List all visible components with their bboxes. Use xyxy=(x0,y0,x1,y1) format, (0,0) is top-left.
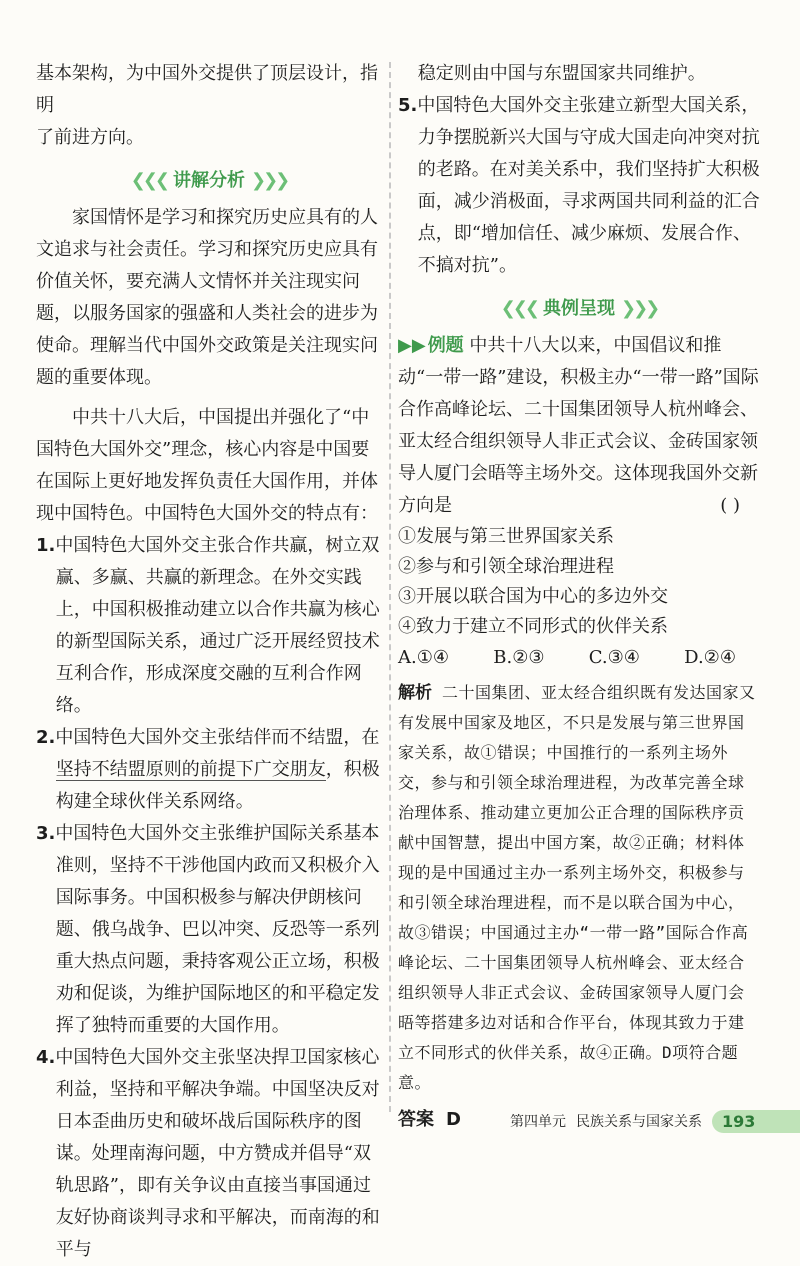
feature-item-1 xyxy=(36,530,382,722)
analysis-block xyxy=(398,678,760,1098)
answer-blank: ( ) xyxy=(720,495,740,516)
item-text-before: 中国特色大国外交主张结伴而不结盟，在 xyxy=(55,727,380,748)
item-text: 中国特色大国外交主张坚决捍卫国家核心利益，坚持和平解决争端。中国坚决反对日本歪曲历史和破坏战后国际秩序的图谋。处理南海问题，中方赞成并倡导“双轨思路”，即有关争议由直接当事国通过友好协商谈判寻求和平解决，而南海的和平与 xyxy=(55,1047,380,1260)
column-divider xyxy=(389,62,391,1112)
statement-option-4: ④致力于建立不同形式的伙伴关系 xyxy=(398,616,668,637)
paragraph-family-nation: 家国情怀是学习和探究历史应具有的人文追求与社会责任。学习和探究历史应具有价值关怀，要充满人文情怀并关注现实问题，以服务国家的强盛和人类社会的进步为使命。理解当代中国外交政策是关注现实问题的重要体现。 xyxy=(36,207,378,388)
item-text-after: ，积极构建全球伙伴关系网络。 xyxy=(55,759,380,812)
example-question xyxy=(398,330,760,522)
right-chevrons-icon: ❯❯❯ xyxy=(251,170,288,191)
statement-option-1: ①发展与第三世界国家关系 xyxy=(398,526,614,547)
choice-a: A.①④ xyxy=(398,647,449,668)
feature-item-2 xyxy=(36,722,382,818)
item-text: 中国特色大国外交主张建立新型大国关系，力争摆脱新兴大国与守成大国走向冲突对抗的老路。在对美关系中，我们坚持扩大积极面，减少消极面，寻求两国共同利益的汇合点，即“增加信任、减少麻烦、发展合作、不搞对抗”。 xyxy=(417,95,760,276)
item-number: 5. xyxy=(398,95,418,116)
choice-d: D.②④ xyxy=(684,647,736,668)
item-number: 4. xyxy=(36,1047,56,1068)
analysis-tag: 解析 xyxy=(398,683,432,703)
item-text: 中国特色大国外交主张维护国际关系基本准则，坚持不干涉他国内政而又积极介入国际事务。中国积极参与解决伊朗核问题、俄乌战争、巴以冲突、反恐等一系列重大热点问题，秉持客观公正立场，积极劝和促谈，为维护国际地区的和平稳定发挥了独特而重要的大国作用。 xyxy=(55,823,380,1036)
example-heading-text: 典例呈现 xyxy=(543,298,615,319)
statement-option-3: ③开展以联合国为中心的多边外交 xyxy=(398,586,668,607)
paragraph-major-country-diplomacy: 中共十八大后，中国提出并强化了“中国特色大国外交”理念，核心内容是中国要在国际上更好地发挥负责任大国作用，并体现中国特色。中国特色大国外交的特点有： xyxy=(36,407,378,524)
item-number: 2. xyxy=(36,727,56,748)
analysis-text: 二十国集团、亚太经合组织既有发达国家又有发展中国家及地区，不只是发展与第三世界国家关系，故①错误；中国推行的一系列主场外交，参与和引领全球治理进程，为改革完善全球治理体系、推动建立更加公正合理的国际秩序贡献中国智慧，提出中国方案，故②正确；材料体现的是中国通过主办一系列主场外交，积极参与和引领全球治理进程，而不是以联合国为中心，故③错误；中国通过主办“一带一路”国际合作高峰论坛、二十国集团领导人杭州峰会、亚太经合组织领导人非正式会议、金砖国家领导人厦门会晤等搭建多边对话和合作平台，体现其致力于建立不同形式的伙伴关系，故④正确。D项符合题意。 xyxy=(398,683,756,1092)
feature-item-3 xyxy=(36,818,382,1042)
analysis-heading-text: 讲解分析 xyxy=(173,170,245,191)
answer-choices xyxy=(398,642,760,674)
underlined-phrase: 坚持不结盟原则的前提下广交朋友 xyxy=(55,759,326,780)
item-number: 1. xyxy=(36,535,56,556)
page-footer xyxy=(470,1108,800,1134)
example-text: 中共十八大以来，中国倡议和推动“一带一路”建设，积极主办“一带一路”国际合作高峰论坛、二十国集团领导人杭州峰会、亚太经合组织领导人非正式会议、金砖国家领导人厦门会晤等主场外交。这体现我国外交新方向是 xyxy=(398,335,759,516)
example-section-heading xyxy=(398,294,760,324)
feature-item-5 xyxy=(398,90,760,282)
choice-b: B.②③ xyxy=(493,647,545,668)
left-chevrons-icon: ❮❮❮ xyxy=(500,298,537,319)
feature-item-4 xyxy=(36,1042,382,1266)
footer-unit: 第四单元 xyxy=(510,1114,566,1130)
example-tag-text: 例题 xyxy=(427,335,464,356)
item-number: 3. xyxy=(36,823,56,844)
right-column xyxy=(398,58,760,1136)
choice-c: C.③④ xyxy=(588,647,640,668)
analysis-section-heading xyxy=(36,166,382,196)
answer-tag: 答案 xyxy=(398,1109,434,1130)
intro-line-1: 基本架构，为中国外交提供了顶层设计，指明 xyxy=(36,63,378,116)
item-4-continued: 稳定则由中国与东盟国家共同维护。 xyxy=(417,63,706,84)
footer-unit-title: 民族关系与国家关系 xyxy=(576,1114,702,1130)
page-number: 193 xyxy=(712,1110,800,1133)
double-arrow-icon: ▶▶ xyxy=(398,335,426,356)
left-chevrons-icon: ❮❮❮ xyxy=(130,170,167,191)
item-text: 中国特色大国外交主张合作共赢，树立双赢、多赢、共赢的新理念。在外交实践上，中国积极推动建立以合作共赢为核心的新型国际关系，通过广泛开展经贸技术互利合作，形成深度交融的互利合作网络。 xyxy=(55,535,380,716)
statement-option-2: ②参与和引领全球治理进程 xyxy=(398,556,614,577)
example-tag xyxy=(398,335,464,356)
intro-line-2: 了前进方向。 xyxy=(36,127,144,148)
left-column xyxy=(36,58,382,1266)
right-chevrons-icon: ❯❯❯ xyxy=(621,298,658,319)
answer-value: D xyxy=(446,1109,461,1130)
